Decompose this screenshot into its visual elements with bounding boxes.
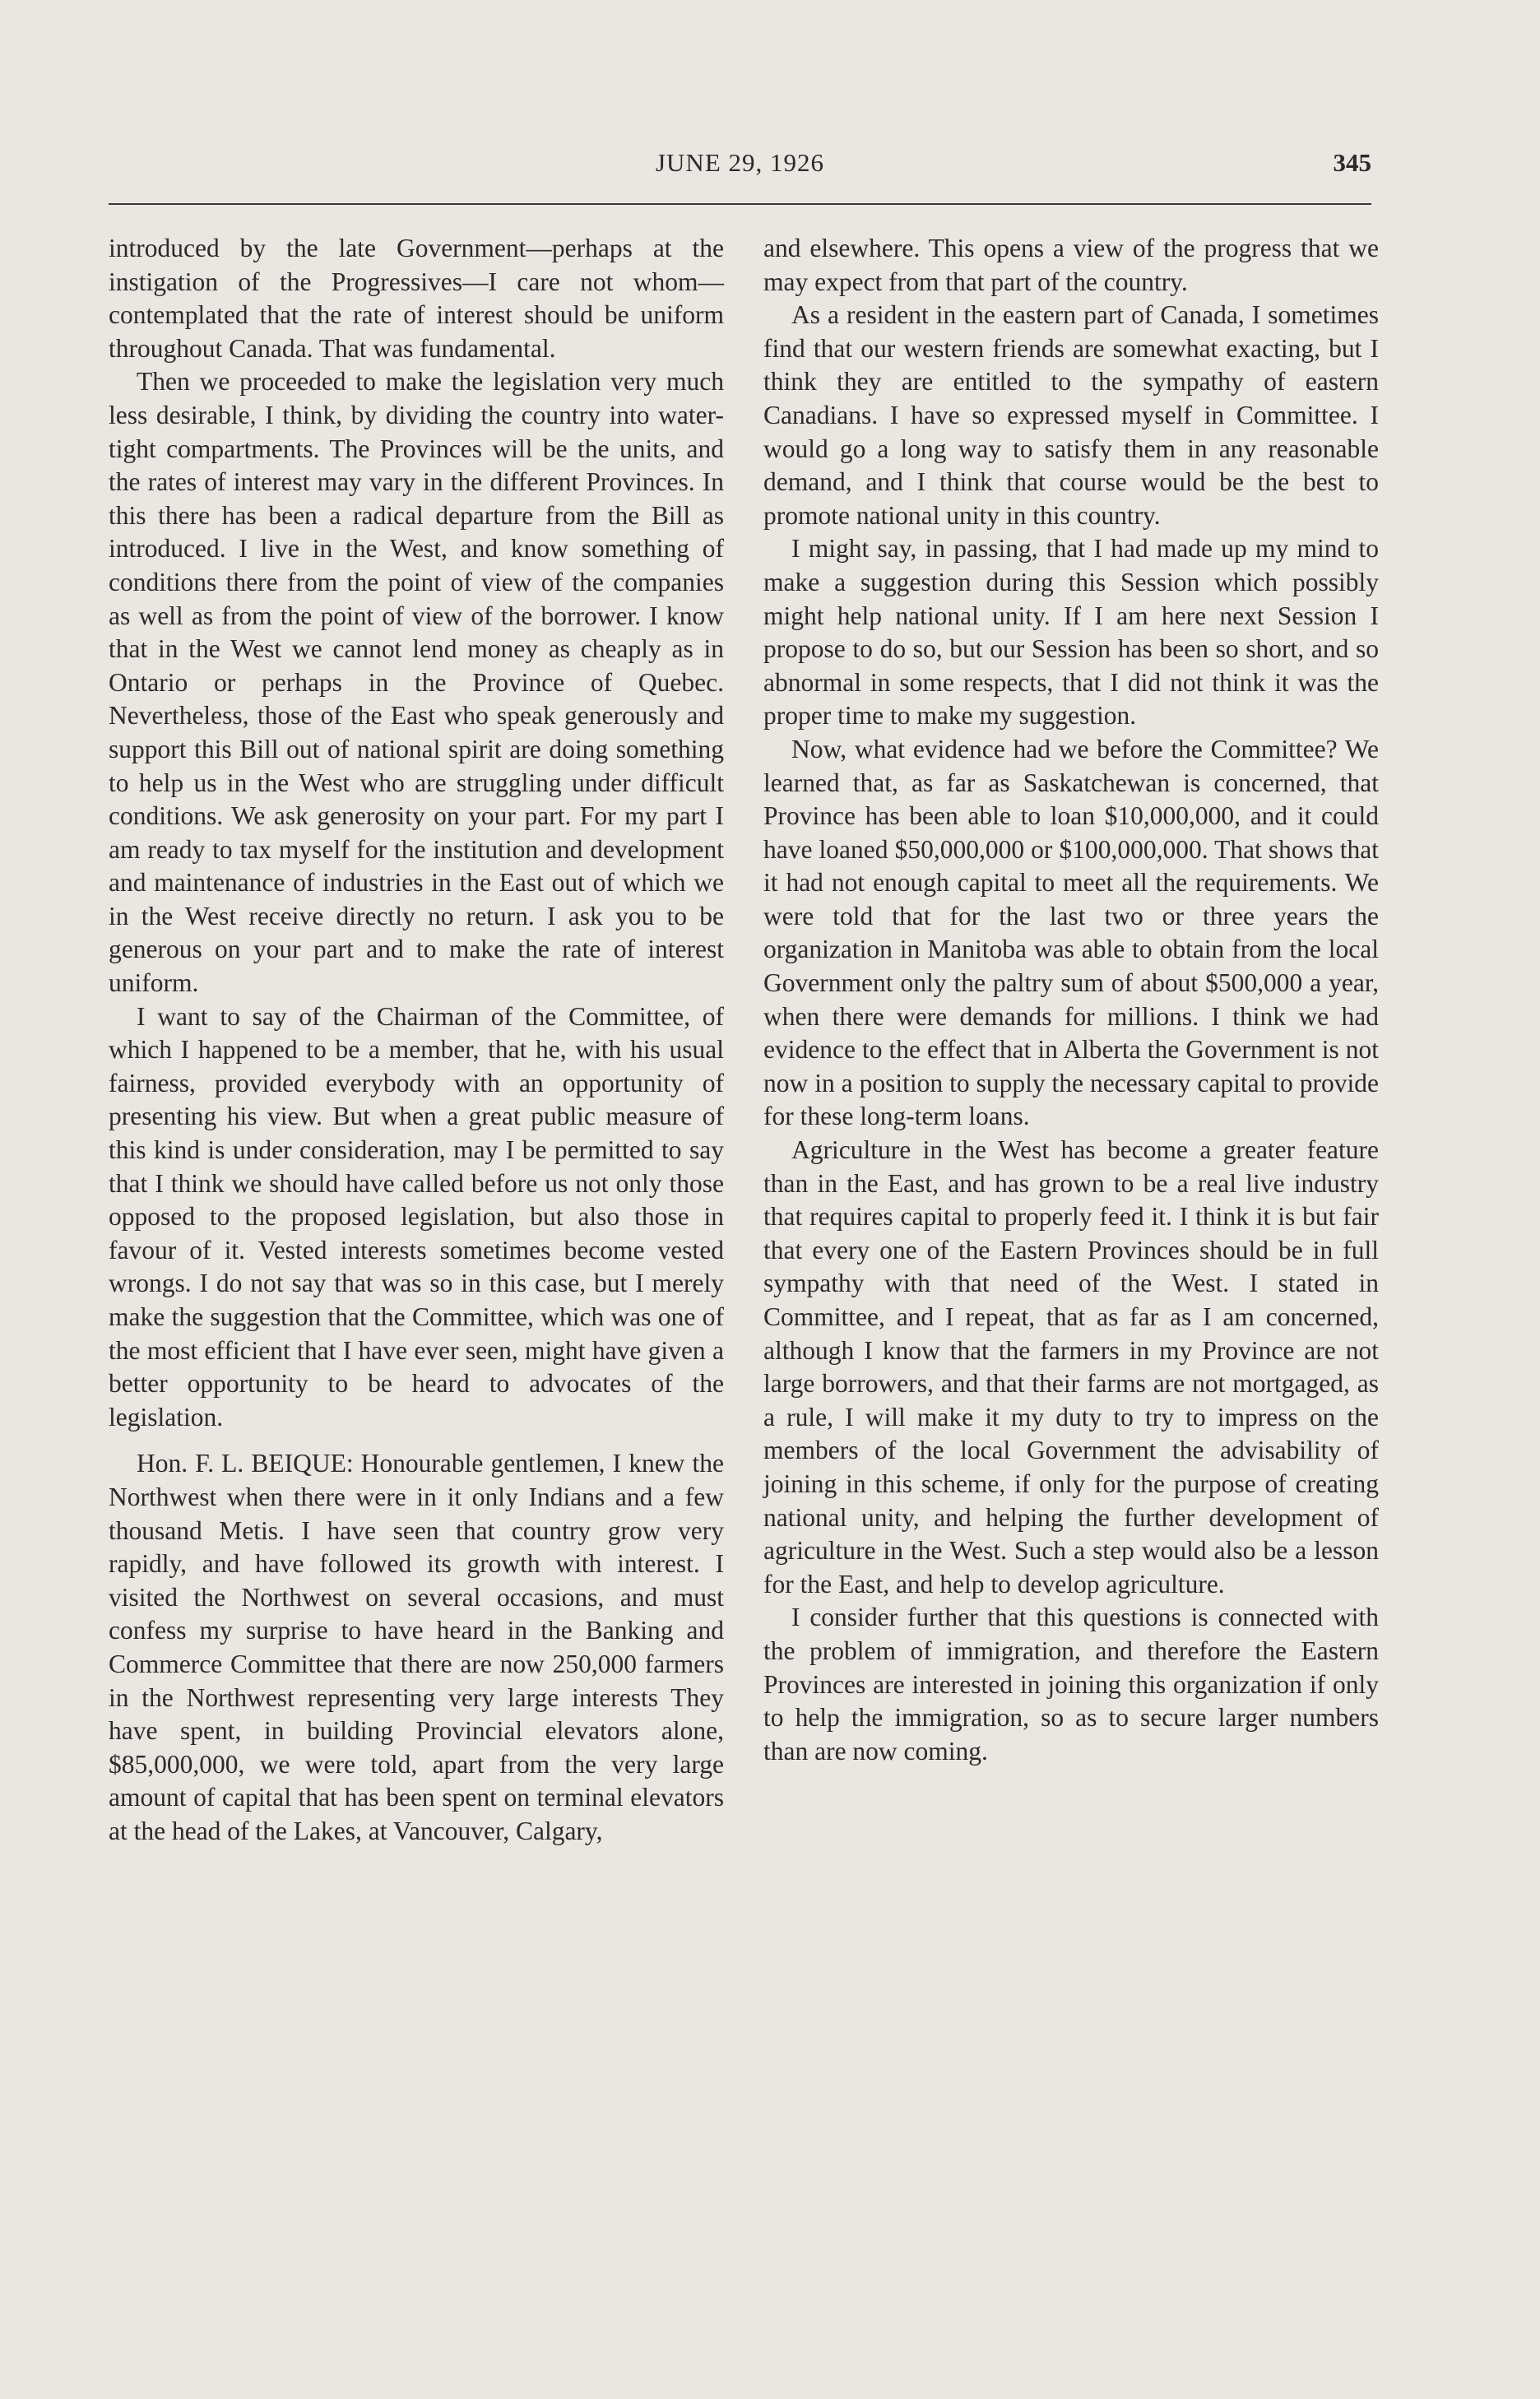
paragraph: I want to say of the Chairman of the Committee, of which I happened to be a member, that he, with his usual fairness, provided everybody with an opportunity of presenting his view. But when a great public measure of this kind is under consideration, may I be permitted to say that I think we should have called before us not only those opposed to the proposed legislation, but also those in favour of it. Vested interests sometimes become vested wrongs. I do not say that was so in this case, but I merely make the suggestion that the Committee, which was one of the most efficient that I have ever seen, might have given a better opportunity to be heard to advocates of the legislation. [109, 1001, 724, 1432]
paragraph: and elsewhere. This opens a view of the progress that we may expect from that part of the country. [763, 234, 1379, 296]
paragraph: As a resident in the eastern part of Canada, I sometimes find that our western friends are somewhat exacting, but I think they are entitled to the sympathy of eastern Canadians. I have so expressed myself in Committee. I would go a long way to satisfy them in any reasonable demand, and I think that course would be the best to promote national unity in this country. [763, 300, 1379, 530]
page-header [109, 148, 1371, 189]
paragraph: Agriculture in the West has become a greater feature than in the East, and has grown to be a real live industry that requires capital to properly feed it. I think it is but fair that every one of the Eastern Provinces should be in full sympathy with that need of the West. I stated in Committee, and I repeat, that as far as I am concerned, although I know that the farmers in my Province are not large borrowers, and that their farms are not mortgaged, as a rule, I will make it my duty to try to impress on the members of the local Government the advisability of joining in this scheme, if only for the purpose of creating national unity, and helping the further development of agriculture in the West. Such a step would also be a lesson for the East, and help to develop agriculture. [763, 1135, 1379, 1599]
header-rule [109, 203, 1371, 205]
right-column [763, 232, 1379, 1768]
left-column [109, 232, 724, 1849]
header-date: JUNE 29, 1926 [655, 148, 825, 177]
paragraph: Now, what evidence had we before the Committee? We learned that, as far as Saskatchewan is concerned, that Province has been able to loan $10,000,000, and it could have loaned $50,000,000 or $100,000,000. That shows that it had not enough capital to meet all the requirements. We were told that for the last two or three years the organization in Manitoba was able to obtain from the local Government only the paltry sum of about $500,000 a year, when there were demands for millions. I think we had evidence to the effect that in Alberta the Government is not now in a position to supply the necessary capital to provide for these long-term loans. [763, 734, 1379, 1131]
paragraph: introduced by the late Government—perhaps at the instigation of the Progressives—I care not whom—contemplated that the rate of interest should be uniform throughout Canada. That was fundamental. [109, 234, 724, 363]
paragraph: Then we proceeded to make the legislation very much less desirable, I think, by dividing the country into water-tight compartments. The Provinces will be the units, and the rates of interest may vary in the different Provinces. In this there has been a radical departure from the Bill as introduced. I live in the West, and know something of conditions there from the point of view of the companies as well as from the point of view of the borrower. I know that in the West we cannot lend money as cheaply as in Ontario or perhaps in the Province of Quebec. Nevertheless, those of the East who speak generously and support this Bill out of national spirit are doing something to help us in the West who are struggling under difficult conditions. We ask generosity on your part. For my part I am ready to tax myself for the institution and development and maintenance of industries in the East out of which we in the West receive directly no return. I ask you to be generous on your part and to make the rate of interest uniform. [109, 367, 724, 998]
paragraph: I might say, in passing, that I had made up my mind to make a suggestion during this Session which possibly might help national unity. If I am here next Session I propose to do so, but our Session has been so short, and so abnormal in some respects, that I did not think it was the proper time to make my suggestion. [763, 534, 1379, 731]
paragraph-beique-speech: Hon. F. L. BEIQUE: Honourable gentlemen, I knew the Northwest when there were in it only Indians and a few thousand Metis. I have seen that country grow very rapidly, and have followed its growth with interest. I visited the Northwest on several occasions, and must confess my surprise to have heard in the Banking and Commerce Committee that there are now 250,000 farmers in the Northwest representing very large interests They have spent, in building Provincial elevators alone, $85,000,000, we were told, apart from the very large amount of capital that has been spent on terminal elevators at the head of the Lakes, at Vancouver, Calgary, [109, 1449, 724, 1845]
page-number: 345 [1333, 148, 1371, 177]
paragraph: I consider further that this questions is connected with the problem of immigration, and therefore the Eastern Provinces are interested in joining this organization if only to help the immigration, so as to secure larger numbers than are now coming. [763, 1603, 1379, 1766]
